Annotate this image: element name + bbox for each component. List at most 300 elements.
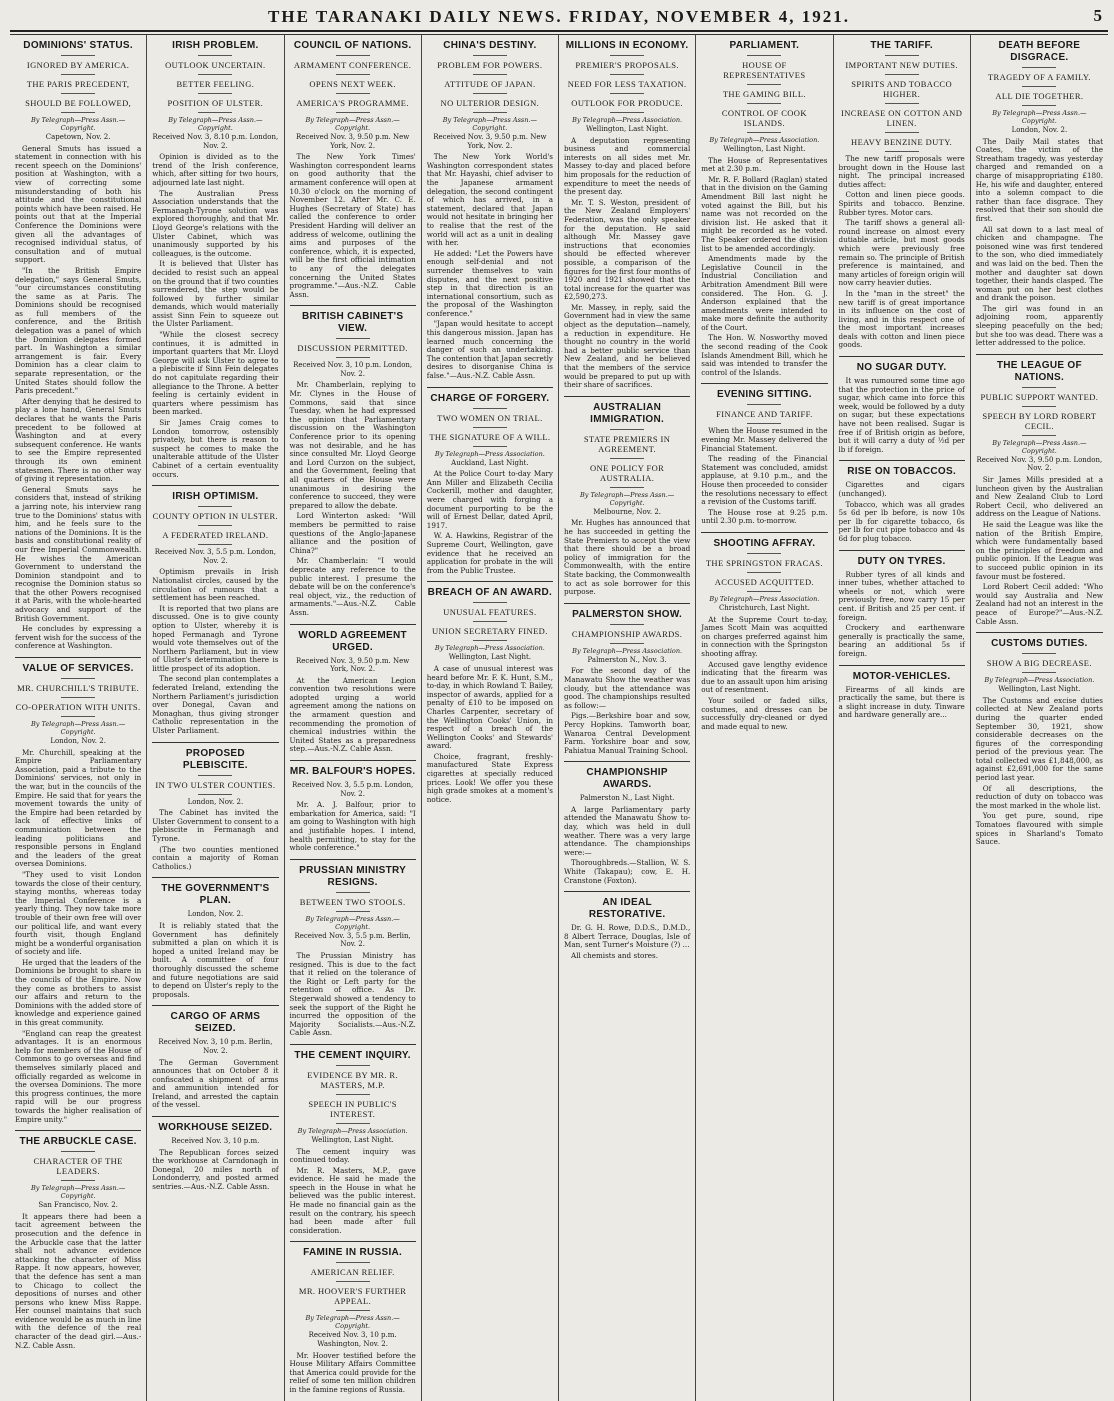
article-subheading: TRAGEDY OF A FAMILY. — [987, 72, 1091, 82]
article-body — [290, 1148, 416, 1236]
article — [976, 360, 1103, 626]
column-3 — [285, 35, 422, 1401]
article-subheading: AMERICA'S PROGRAMME. — [296, 98, 409, 108]
paragraph: Mr. Churchill, speaking at the Empire Parliamentary Association, paid a tribute to the Dominions' services, not only in the war, but in the councils of the Empire. He said that for years the movement towards the unity of the Empire had been retarded by lack of effective links of communication between the leading politicians and responsible persons in England and the leaders of the great oversea Dominions. — [15, 747, 142, 869]
article — [701, 389, 827, 526]
deck-rule — [61, 678, 95, 679]
article-headline: AN IDEAL RESTORATIVE. — [588, 897, 666, 921]
article-subheading: THE PARIS PRECEDENT, — [26, 79, 130, 89]
paragraph: Crockery and earthenware generally is practically the same, bearing an additional 5s if foreign. — [838, 623, 965, 658]
article-subheading: OUTLOOK FOR PRODUCE. — [571, 98, 683, 108]
article-headline: CHARGE OF FORGERY. — [430, 392, 550, 404]
deck-rule — [1022, 86, 1056, 87]
deck-rule — [473, 74, 507, 75]
paragraph: The New York World's Washington correspondent states that Mr. Hayashi, chief adviser to the Japanese armament delegation, the second contingent of which has arrived, in a statement, declared that Japan would not hesitate in bringing her to realise that the rest of the world will act as a unit in dealing with her. — [426, 152, 553, 248]
dateline: Auckland, Last Night. — [451, 458, 529, 467]
paragraph: The New York Times' Washington correspondent learns on good authority that the armament conference will open at 10.30 o'clock on the morning of November 12. After Mr. C. E. Hughes (Secretary of State) has called the conference to order President Harding will deliver an address of welcome, outlining the aims and purposes of the conference, which, it is expected, will be the first official intimation to any of the delegates concerning the United States programme."—Aus.-N.Z. Cable Assn. — [289, 152, 416, 299]
article — [427, 393, 553, 576]
paragraph: Dr. G. H. Rowe, D.D.S., D.M.D., 8 Albert Terrace, Douglas, Isle of Man, sent Turner's Moisture (?) ... — [564, 923, 691, 950]
article — [290, 630, 416, 755]
dateline: Received Nov. 3, 5.5 p.m. London, Nov. 2. — [291, 781, 414, 798]
deck-rule — [747, 553, 781, 554]
dateline: Wellington, Last Night. — [311, 1135, 394, 1144]
deck-rule — [198, 506, 232, 507]
article-subheading: NO ULTERIOR DESIGN. — [440, 98, 540, 108]
paragraph: Mr. Hoover testified before the House Military Affairs Committee that America could provide for the relief of some ten million children in the famine regions of Russia. — [289, 1350, 416, 1394]
article-body — [152, 922, 278, 999]
article — [976, 40, 1103, 348]
article-subheading: SHOULD BE FOLLOWED, — [25, 98, 132, 108]
wire-credit: By Telegraph—Press Assn.—Copyright. — [992, 109, 1087, 125]
article-body — [427, 665, 553, 805]
article — [15, 1136, 141, 1350]
story-separator — [290, 859, 416, 860]
masthead — [10, 4, 1108, 32]
article-body — [152, 568, 278, 735]
article-headline: THE ARBUCKLE CASE. — [19, 1136, 137, 1148]
paragraph: Rubber tyres of all kinds and inner tubes, whether attached to wheels or not, which were previously free, now carry 15 per cent. if British and 25 per cent. if foreign. — [838, 569, 965, 622]
story-separator — [427, 581, 553, 582]
wire-credit: By Telegraph—Press Assn.—Copyright. — [305, 116, 400, 132]
article-subheading: DISCUSSION PERMITTED. — [297, 343, 408, 354]
article — [152, 1122, 278, 1192]
paragraph: Your soiled or faded silks, costumes, and dresses can be successfully dry-cleaned or dyed and made equal to new. — [701, 695, 828, 731]
deck-rule — [885, 55, 919, 56]
column-1 — [10, 35, 147, 1401]
paragraph: Thoroughbreds.—Stallion, W. S. White (Takapau); cow, E. H. Cranstone (Foxton). — [564, 858, 691, 885]
columns — [10, 35, 1108, 1394]
story-separator — [15, 657, 141, 658]
article-headline: DUTY ON TYRES. — [857, 555, 946, 567]
paragraph: A large Parliamentary party attended the Manawatu Show to-day, which was held in dull weather. There was a very large attendance. The championships were:— — [564, 804, 691, 857]
paragraph: It is reported that two plans are discussed. One is to give county option to Ulster, whereby it is hoped Fermanagh and Tyrone would vote themselves out of the Northern Parliament, but in view of Ulster's determination there is little prospect of its adoption. — [152, 603, 279, 673]
deck-rule — [610, 458, 644, 459]
article-headline: THE GOVERNMENT'S PLAN. — [161, 883, 270, 907]
paragraph: Opinion is divided as to the trend of the Irish conference, which, after sitting for two hours, adjourned late last night. — [152, 152, 279, 187]
article-body — [290, 153, 416, 299]
deck-rule — [885, 132, 919, 133]
wire-credit: By Telegraph—Press Assn.—Copyright. — [30, 720, 126, 737]
deck-rule — [1022, 406, 1056, 407]
deck-rule — [336, 338, 370, 339]
paragraph: The Australian Press Association understands that the Fermanagh-Tyrone solution was explored thoroughly, and that Mr. Lloyd George's relations with the Ulster Cabinet, which was unanimously supported by his colleagues, is the outcome. — [152, 188, 279, 258]
column-2 — [147, 35, 284, 1401]
deck-rule — [885, 103, 919, 104]
article-subheading: IMPORTANT NEW DUTIES. — [845, 60, 958, 70]
article — [564, 767, 690, 885]
wire-credit: By Telegraph—Press Assn.—Copyright. — [442, 116, 538, 132]
dateline: London, Nov. 2. — [50, 737, 106, 746]
story-separator — [290, 1241, 416, 1242]
deck-rule — [473, 112, 507, 113]
article-subheading: OUTLOOK UNCERTAIN. — [165, 60, 266, 70]
wire-credit: By Telegraph—Press Association. — [572, 646, 683, 655]
article — [15, 663, 141, 1124]
article — [839, 671, 965, 720]
article-subheading: NEED FOR LESS TAXATION. — [567, 79, 687, 89]
story-separator — [976, 632, 1103, 633]
article-body — [15, 145, 141, 651]
dateline: Wellington, Last Night. — [448, 653, 532, 662]
wire-credit: By Telegraph—Press Assn.—Copyright. — [168, 116, 263, 132]
dateline: Received Nov. 3, 9.50 p.m. London, Nov. 2. — [976, 455, 1103, 473]
story-separator — [290, 1044, 416, 1045]
deck-rule — [747, 55, 781, 56]
article-subheading: CHARACTER OF THE LEADERS. — [33, 1156, 123, 1177]
article-headline: CHINA'S DESTINY. — [443, 40, 537, 51]
deck-rule — [747, 84, 781, 85]
paragraph: He concludes by expressing a fervent wish for the success of the conference at Washington. — [15, 624, 142, 651]
article-headline: BRITISH CABINET'S VIEW. — [301, 311, 404, 335]
article — [152, 491, 278, 735]
deck-rule — [610, 93, 644, 94]
dateline: London, Nov. 2. — [187, 797, 244, 806]
article-subheading: EVIDENCE BY MR. R. MASTERS, M.P. — [307, 1069, 398, 1090]
paragraph: At the Police Court to-day Mary Ann Miller and Elizabeth Cecilia Cockerill, mother and daughter, were charged with forging a document purporting to be the will of Ernest Dellar, dated April, 1917. — [426, 469, 553, 530]
story-separator — [290, 624, 416, 625]
article — [701, 40, 827, 377]
dateline: Wellington, Last Night. — [723, 145, 806, 153]
paragraph: The Cabinet has invited the Ulster Government to consent to a plebiscite in Fermanagh and Tyrone. — [152, 808, 279, 843]
article-body — [290, 381, 416, 617]
article-headline: NO SUGAR DUTY. — [856, 362, 947, 374]
deck-rule — [747, 591, 781, 592]
deck-rule — [336, 1123, 370, 1124]
article-subheading: PROBLEM FOR POWERS. — [437, 60, 543, 70]
article-subheading: PUBLIC SUPPORT WANTED. — [980, 391, 1099, 402]
deck-rule — [1022, 435, 1056, 436]
article — [701, 538, 827, 731]
deck-rule — [473, 640, 507, 641]
paragraph: "In the British Empire delegation," says General Smuts, "our circumstances constituting the same as at Paris. The Dominions should be recognised as full members of the conference, and the British delegation was a panel of which the Dominion delegates formed part. In Washington a similar arrangement is fair. Every Dominion has a clear claim to separate representation, or the United States should follow the Paris precedent." — [15, 265, 142, 396]
paragraph: Pigs.—Berkshire boar and sow, Percy Hopkins. Tamworth boar, Wanaroa Central Development Farm. Yorkshire boar and sow, Pahiatua Manual Training School. — [564, 711, 691, 755]
article-subheading: IGNORED BY AMERICA. — [26, 60, 130, 70]
article-body — [15, 1213, 141, 1351]
deck-rule — [61, 697, 95, 698]
article-body — [839, 686, 965, 720]
article-body — [839, 481, 965, 543]
article-subheading: ACCUSED ACQUITTED. — [714, 576, 815, 587]
article-body — [564, 137, 690, 390]
article-headline: WORKHOUSE SEIZED. — [158, 1122, 273, 1134]
deck-rule — [610, 429, 644, 430]
deck-rule — [198, 55, 232, 56]
dateline: Received Nov. 3, 10 p.m. Washington, Nov. 2. — [308, 1331, 397, 1349]
paragraph: Mr. Hughes has announced that he has succeeded in getting the State Premiers to accept the view that there should be a broad policy of immigration for the Commonwealth, with the entire State backing, the Commonwealth to act as sole borrower for this purpose. — [564, 518, 691, 597]
paragraph: Choice, fragrant, freshly-manufactured State Express cigarettes at specially reduced prices. Look! We offer you these high grade smokes at a moment's notice. — [426, 751, 553, 804]
article-body — [976, 476, 1103, 626]
article-headline: PROPOSED PLEBISCITE. — [182, 747, 248, 771]
deck-rule — [336, 911, 370, 912]
dateline: London, Nov. 2. — [187, 910, 244, 919]
paragraph: The reading of the Financial Statement was concluded, amidst applause, at 9.10 p.m., and the House then proceeded to consider the resolutions necessary to effect a revision of the Customs tariff. — [701, 454, 828, 507]
deck-rule — [747, 132, 781, 133]
deck-rule — [610, 55, 644, 56]
article — [427, 40, 553, 381]
deck-rule — [61, 112, 95, 113]
story-separator — [564, 603, 690, 604]
article-body — [701, 616, 827, 732]
wire-credit: By Telegraph—Press Association. — [572, 116, 683, 124]
story-separator — [839, 356, 965, 357]
article — [976, 638, 1103, 847]
story-separator — [152, 742, 278, 743]
story-separator — [839, 665, 965, 666]
column-4 — [422, 35, 559, 1401]
deck-rule — [336, 55, 370, 56]
article-headline: PALMERSTON SHOW. — [572, 608, 683, 620]
article — [152, 1011, 278, 1110]
paragraph: A case of unusual interest was heard before Mr. F. K. Hunt, S.M., to-day, in which Rowland T. Bailey, inspector of awards, applied for a penalty of £10 to be imposed on Charles Carpenter, secretary of the Wellington Cooks' Union, in respect of a breach of the Wellington Cooks' and Stewards' award. — [426, 663, 553, 751]
article — [290, 865, 416, 1038]
article — [290, 311, 416, 617]
article-body — [839, 155, 965, 350]
paragraph: Amendments made by the Legislative Council in the Industrial Conciliation and Arbitration Amendment Bill were considered. The Hon. G. J. Anderson explained that the amendments were intended to make more definite the authority of the Court. — [701, 254, 828, 332]
article-subheading: HEAVY BENZINE DUTY. — [851, 137, 953, 147]
article-body — [564, 924, 690, 960]
dateline: Wellington, Last Night. — [585, 125, 669, 133]
article-body — [839, 571, 965, 659]
article-headline: PARLIAMENT. — [729, 40, 800, 51]
wire-credit: By Telegraph—Press Association. — [984, 676, 1095, 685]
paragraph: Lord Winterton asked: "Will members be permitted to raise questions of the Anglo-Japanese alliance and the position of China?" — [289, 511, 416, 555]
deck-rule — [336, 357, 370, 358]
article-headline: PRUSSIAN MINISTRY RESIGNS. — [299, 864, 407, 888]
article-subheading: ALL DIE TOGETHER. — [995, 91, 1084, 101]
article-subheading: TWO WOMEN ON TRIAL. — [437, 412, 543, 423]
article-body — [564, 667, 690, 755]
article-headline: MILLIONS IN ECONOMY. — [565, 40, 689, 51]
paragraph: The Customs and excise duties collected at New Zealand ports during the quarter ended September 30, 1921, show considerable decreases on the figures of the corresponding period of the previous year. The total collected was £1,848,000, as against £2,691,000 for the same period last year. — [975, 695, 1103, 783]
paragraph: "England can reap the greatest advantages. It is an enormous help for members of the House of Commons to go overseas and find themselves similarly placed and officially regarded as welcome in the oversea Dominions. The more this progress continues, the more rapid will be our progress towards the higher realisation of Empire unity." — [15, 1028, 142, 1124]
article-headline: THE TARIFF. — [870, 40, 933, 51]
wire-credit: By Telegraph—Press Assn.—Copyright. — [30, 116, 126, 132]
paragraph: Mr. A. J. Balfour, prior to embarkation for America, said: "I am going to Washington with high and justifiable hopes. I intend, health permitting, to stay for the whole conference." — [289, 800, 416, 853]
article-body — [152, 153, 278, 479]
deck-rule — [61, 74, 95, 75]
article-subheading: FINANCE AND TARIFF. — [716, 409, 813, 420]
article-body — [290, 1352, 416, 1395]
wire-credit: By Telegraph—Press Assn.—Copyright. — [305, 1314, 400, 1331]
dateline: Melbourne, Nov. 2. — [593, 507, 662, 516]
paragraph: "While the closest secrecy continues, it is admitted in important quarters that Mr. Lloyd George will ask Ulster to agree to a plebiscite if Sinn Fein delegates do not capitulate regarding their allegiance to the Throne. A better feeling is certainly evident in quarters where pessimism has been marked. — [152, 330, 279, 417]
paragraph: The German Government announces that on October 8 it confiscated a shipment of arms and ammunition intended for Ireland, and arrested the captain of the vessel. — [152, 1057, 279, 1110]
paragraph: "They used to visit London towards the close of their century, staying months, whereas today the Imperial Conference is a yearly thing. They now take more trouble of their own free will over our political life, and want every fourth visit, though England might be a wonderful organisation of society and life. — [15, 869, 142, 957]
column-5 — [559, 35, 696, 1401]
article-subheading: INCREASE ON COTTON AND LINEN. — [840, 108, 963, 128]
paragraph: When the House resumed in the evening Mr. Massey delivered the Financial Statement. — [701, 426, 828, 453]
paragraph: The Daily Mail states that Coates, the victim of the Streatham tragedy, was yesterday charged and remanded on a charge of misappropriating £180. He, his wife and daughter, entered into a solemn compact to die rather than face disgrace. They resolved that their son should die first. — [975, 136, 1103, 223]
article-body — [15, 749, 141, 1125]
deck-rule — [198, 544, 232, 545]
paragraph: The cement inquiry was continued today. — [289, 1146, 416, 1165]
dateline: Palmerston N., Nov. 3. — [587, 655, 667, 664]
story-separator — [152, 877, 278, 878]
column-7 — [834, 35, 971, 1401]
article-body — [290, 952, 416, 1038]
dateline: San Francisco, Nov. 2. — [38, 1201, 118, 1210]
article-headline: IRISH PROBLEM. — [172, 40, 259, 51]
story-separator — [976, 354, 1103, 355]
article-body — [976, 138, 1103, 348]
paragraph: The Republican forces seized the workhouse at Carndonagh in Donegal, 20 miles north of Londonderry, and posted armed sentries.—Aus.-N.Z. Cable Assn. — [152, 1147, 279, 1192]
paragraph: After denying that he desired to play a lone hand, General Smuts declares that he wants the Paris precedent to be followed at Washington and at every subsequent conference. He wants to see the Empire represented through its own eminent statesmen. There is no other way of giving it representation. — [15, 396, 142, 484]
story-separator — [152, 1005, 278, 1006]
deck-rule — [336, 93, 370, 94]
article-headline: CHAMPIONSHIP AWARDS. — [586, 767, 668, 791]
article — [839, 556, 965, 659]
article-headline: DEATH BEFORE DISGRACE. — [998, 40, 1081, 63]
article-subheading: CHAMPIONSHIP AWARDS. — [571, 628, 683, 639]
paragraph: Accused gave lengthy evidence indicating that the firearm was due to an assault upon him arising out of resentment. — [701, 659, 828, 695]
dateline: Received Nov. 3, 10 p.m. — [171, 1137, 260, 1146]
paragraph: (The two counties mentioned contain a majority of Roman Catholics.) — [152, 844, 279, 871]
dateline: Received Nov. 3, 5.5 p.m. Berlin, Nov. 2. — [294, 931, 411, 949]
story-separator — [564, 761, 690, 762]
article-headline: WORLD AGREEMENT URGED. — [298, 629, 407, 653]
article-subheading: ATTITUDE OF JAPAN. — [444, 79, 536, 89]
paragraph: He said the League was like the nation of the British Empire, which were fundamentally based on the principles of freedom and public opinion. If the League was to succeed public opinion in its favour must be fostered. — [975, 520, 1103, 581]
article — [564, 897, 690, 960]
deck-rule — [610, 624, 644, 625]
deck-rule — [336, 892, 370, 893]
deck-rule — [1022, 672, 1056, 673]
paragraph: You get pure, sound, ripe Tomatoes flavoured with simple spices in Sharland's Tomato Sauce. — [975, 811, 1103, 847]
deck-rule — [473, 621, 507, 622]
paragraph: General Smuts has issued a statement in connection with his recent speech on the Dominions' position at Washington, with a view of correcting some misunderstanding of both his attitude and the constitutional points which have been raised. He points out that at the Imperial Conference the Dominions were given all the advantages of recognised individual status, of consultation and of mutual support. — [15, 143, 142, 265]
article-subheading: AMERICAN RELIEF. — [310, 1267, 395, 1278]
deck-rule — [473, 408, 507, 409]
article-subheading: OPENS NEXT WEEK. — [309, 79, 396, 89]
deck-rule — [747, 572, 781, 573]
wire-credit: By Telegraph—Press Assn.—Copyright. — [579, 490, 675, 507]
article — [152, 883, 278, 999]
paragraph: He urged that the leaders of the Dominions be brought to share in the councils of the Empire. Now they come as brothers to assist our affairs and return to the Dominions with the added store of knowledge and experience gained in this great community. — [15, 957, 142, 1028]
dateline: Palmerston N., Last Night. — [579, 794, 675, 803]
deck-rule — [198, 74, 232, 75]
deck-rule — [336, 1262, 370, 1263]
paragraph: Of all descriptions, the reduction of duty on tobacco was the most marked in the whole list. — [975, 783, 1103, 810]
deck-rule — [885, 151, 919, 152]
article-subheading: SHOW A BIG DECREASE. — [986, 658, 1092, 669]
article-subheading: POSITION OF ULSTER. — [167, 98, 264, 108]
paragraph: W. A. Hawkins, Registrar of the Supreme Court, Wellington, gave evidence that he received an application for probate in the will from the Public Trustee. — [426, 531, 553, 575]
deck-rule — [747, 103, 781, 104]
paragraph: The House rose at 9.25 p.m. until 2.30 p.m. to-morrow. — [701, 507, 828, 526]
paragraph: The tariff shows a general all-round increase on almost every dutiable article, but most goods which were previously free remain so. The principle of British preference is maintained, and many articles of foreign origin will now carry heavier duties. — [838, 218, 965, 288]
article — [839, 40, 965, 350]
article-subheading: MR. CHURCHILL'S TRIBUTE. — [17, 683, 140, 694]
article-headline: CUSTOMS DUTIES. — [991, 638, 1088, 650]
deck-rule — [610, 74, 644, 75]
article-headline: THE CEMENT INQUIRY. — [294, 1049, 411, 1061]
article-headline: SHOOTING AFFRAY. — [713, 537, 816, 549]
wire-credit: By Telegraph—Press Association. — [709, 136, 820, 144]
paragraph: The Hon. W. Nosworthy moved the second reading of the Cook Islands Amendment Bill, which he said was intended to transfer the control of the Islands. — [701, 333, 828, 377]
deck-rule — [336, 1094, 370, 1095]
article-headline: BREACH OF AN AWARD. — [427, 587, 553, 599]
article-body — [427, 153, 553, 380]
deck-rule — [336, 74, 370, 75]
deck-rule — [610, 643, 644, 644]
article-body — [564, 519, 690, 596]
paragraph: Cigarettes and cigars (unchanged). — [838, 480, 965, 498]
deck-rule — [336, 1310, 370, 1311]
article-subheading: BETWEEN TWO STOOLS. — [299, 896, 406, 907]
deck-rule — [198, 112, 232, 113]
article-subheading: UNION SECRETARY FINED. — [432, 626, 548, 637]
column-6 — [696, 35, 833, 1401]
deck-rule — [610, 487, 644, 488]
story-separator — [701, 532, 827, 533]
deck-rule — [1022, 105, 1056, 106]
deck-rule — [1022, 67, 1056, 68]
article-subheading: COUNTY OPTION IN ULSTER. — [152, 511, 279, 522]
article-subheading: CO-OPERATION WITH UNITS. — [15, 702, 141, 713]
article-headline: RISE ON TOBACCOS. — [847, 466, 957, 478]
paragraph: He added: "Let the Powers have enough self-denial and not surrender themselves to vain disputes, and the next positive step in that direction is an international consortium, such as the proposal of the Washington conference." — [426, 248, 553, 318]
article-subheading: THE SIGNATURE OF A WILL. — [429, 431, 551, 442]
story-separator — [290, 305, 416, 306]
article-body — [152, 809, 278, 871]
article — [839, 362, 965, 454]
article-headline: VALUE OF SERVICES. — [22, 663, 134, 675]
paragraph: Mr. R. Masters, M.P., gave evidence. He said he made the speech in the House in what he believed was the public interest. He made no financial gain as the result on the contrary, his speech had been made after full consideration. — [289, 1165, 416, 1235]
article-headline: THE LEAGUE OF NATIONS. — [996, 359, 1082, 383]
paragraph: All chemists and stores. — [571, 951, 659, 960]
story-separator — [564, 396, 690, 397]
deck-rule — [747, 404, 781, 405]
article — [564, 609, 690, 756]
wire-credit: By Telegraph—Press Assn.—Copyright. — [305, 914, 400, 931]
article-headline: MOTOR-VEHICLES. — [852, 670, 951, 682]
story-separator — [15, 1130, 141, 1131]
wire-credit: By Telegraph—Press Assn.—Copyright. — [992, 438, 1087, 455]
article-body — [839, 377, 965, 454]
article-subheading: THE SPRINGSTON FRACAS. — [705, 557, 823, 568]
deck-rule — [1022, 653, 1056, 654]
paragraph: Lord Robert Cecil added: "Who would say Australia and New Zealand had not an interest in the peace of Europe?"—Aus.-N.Z. Cable Assn. — [975, 582, 1103, 626]
paragraph: Mr. R. F. Bollard (Raglan) stated that in the division on the Gaming Amendment Bill last night he voted against the Bill, but his name was not recorded on the division list. He asked that it might be recorded as he voted. The Speaker ordered the division list to be amended accordingly. — [701, 174, 828, 253]
article-subheading: STATE PREMIERS IN AGREEMENT. — [583, 433, 671, 454]
article-headline: EVENING SITTING. — [716, 389, 812, 401]
paragraph: It is believed that Ulster has decided to resist such an appeal on the ground that if two counties surrendered, the step would be followed by further similar demands, which would materially assist Sinn Fein to squeeze out the Ulster Parliament. — [152, 259, 279, 329]
story-separator — [290, 760, 416, 761]
article — [427, 587, 553, 804]
dateline: Received Nov. 3, 8.10 p.m. London, Nov. 2. — [152, 133, 279, 150]
article — [290, 1050, 416, 1236]
article-subheading: UNUSUAL FEATURES. — [443, 607, 537, 618]
article-subheading: SPIRITS AND TOBACCO HIGHER. — [851, 79, 953, 99]
article — [564, 40, 690, 390]
paragraph: All sat down to a last meal of chicken and champagne. The poisoned wine was first tendered to the son, who died immediately and was laid on the bed. Then the mother and daughter sat down together, their hands clasped. The woman put on her best clothes and drank the poison. — [975, 224, 1103, 303]
deck-rule — [473, 602, 507, 603]
article-subheading: CONTROL OF COOK ISLANDS. — [721, 108, 807, 128]
paragraph: General Smuts says he considers that, instead of striking a jarring note, his interview rang true to the Dominions' status with him, and he feels sure to the nations of the Dominions. It is the basis and constitutional reality of our free Imperial Commonwealth. He wishes the American Government to understand the Dominion standpoint and to recognise the Dominion status so that the other Powers recognised it at Paris, with the whole-hearted advocacy and support of the British Government. — [15, 484, 142, 623]
article-subheading: SPEECH IN PUBLIC'S INTEREST. — [308, 1098, 397, 1119]
article-body — [290, 677, 416, 754]
article-headline: FAMINE IN RUSSIA. — [303, 1247, 403, 1259]
wire-credit: By Telegraph—Press Assn.—Copyright. — [30, 1184, 126, 1201]
story-separator — [152, 485, 278, 486]
paragraph: A deputation representing business and commercial interests on all sides met Mr. Massey to-day and placed before him proposals for the reduction of expenditure to meet the needs of the present day. — [564, 135, 691, 197]
paragraph: Firearms of all kinds are practically the same, but there is a slight increase in duty. Tinware and hardware generally are... — [838, 684, 965, 720]
deck-rule — [336, 1065, 370, 1066]
wire-credit: By Telegraph—Press Association. — [434, 644, 545, 653]
article-headline: CARGO OF ARMS SEIZED. — [170, 1011, 261, 1035]
dateline: Received Nov. 3, 10 p.m. Berlin, Nov. 2. — [158, 1038, 273, 1055]
article-headline: MR. BALFOUR'S HOPES. — [289, 766, 416, 778]
